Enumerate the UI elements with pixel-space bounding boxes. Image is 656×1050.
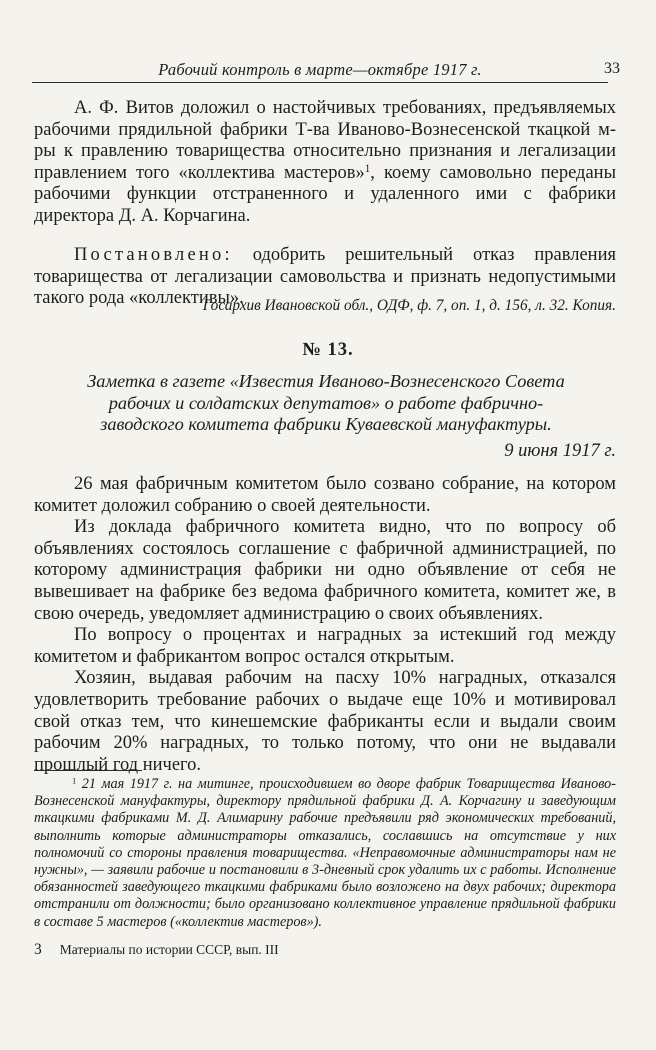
signature-number: 3	[34, 941, 42, 958]
body-paragraph: 26 мая фабричным комитетом было созвано собрание, на котором комитет доложил собранию о своей деятельности.	[34, 474, 616, 516]
signature-text: Материалы по истории СССР, вып. III	[59, 942, 279, 957]
resolution-text: одобрить решительный отказ правления товарищества от легализации самовольства и признать недопустимыми такого рода «коллективы».	[34, 245, 616, 308]
document-heading: Заметка в газете «Известия Иваново-Вознесенского Совета рабочих и солдатских депутатов» о работе фабрично-заводского комитета фабрики Куваевской мануфактуры.	[87, 371, 565, 434]
footnote-reference: 1	[364, 162, 371, 175]
document-date: 9 июня 1917 г.	[504, 441, 616, 461]
footnote-marker: 1	[72, 775, 77, 786]
page-number: 33	[604, 60, 620, 77]
footnote	[34, 776, 616, 931]
document-number: № 13.	[302, 340, 354, 360]
footnote-divider	[34, 770, 142, 771]
running-title: Рабочий контроль в марте—октябре 1917 г.	[158, 60, 482, 79]
paragraph-text: А. Ф. Витов доложил о настойчивых требованиях, предъявляемых рабочими прядильной фабрики Т-ва Иваново-Вознесенской ткацкой м-ры к правлению товарищества относительно признания и легализации правлением того «коллектива мастеров»	[34, 98, 616, 183]
paragraph-text-continued: , коему самовольно переданы рабочими функции отстраненного и удаленного ими с фабрики директора Д. А. Корчагина.	[34, 162, 616, 226]
resolution-label: Постановлено:	[74, 245, 233, 265]
document-body	[34, 474, 616, 776]
body-paragraph: По вопросу о процентах и наградных за истекший год между комитетом и фабрикантом вопрос остался открытым.	[34, 625, 616, 667]
footnote-text: 21 мая 1917 г. на митинге, происходившем во дворе фабрик Товарищества Иваново-Вознесенской мануфактуры, директору прядильной фабрики Д. А. Корчагину и заведующим ткацкими фабриками М. Д. Алимарину рабочие предъявили ряд экономических требований, выполнить которые администраторы отказались, сославшись на отсутствие у них полномочий со стороны правления товарищества. «Неправомочные администраторы нам не нужны», — заявили рабочие и постановили в 3-дневный срок удалить их с работы. Исполнение обязанностей заведующего ткацкими фабриками было возложено на двух рабочих; директора отстранили от должности; было организовано коллективное управление прядильной фабрики в составе 5 мастеров («коллектив мастеров»).	[34, 776, 616, 930]
previous-doc-paragraph	[34, 98, 616, 227]
body-paragraph: Из доклада фабричного комитета видно, что по вопросу об объявлениях состоялось соглашение с фабричной администрацией, по которому администрация фабрики ни одно объявление от себя не вывешивает на фабрике без ведома фабричного комитета, комитет же, в свою очередь, уведомляет администрацию о своих объявлениях.	[34, 517, 616, 624]
running-header	[32, 58, 620, 83]
printer-signature	[34, 941, 279, 959]
body-paragraph: Хозяин, выдавая рабочим на пасху 10% наградных, отказался удовлетворить требование рабочих о выдаче еще 10% и мотивировал свой отказ тем, что кинешемские фабриканты если и выдали своим рабочим 20% наградных, то только потому, что они не выдавали прошлый год ничего.	[34, 668, 616, 775]
archive-source: Госархив Ивановской обл., ОДФ, ф. 7, оп. 1, д. 156, л. 32. Копия.	[202, 297, 616, 314]
